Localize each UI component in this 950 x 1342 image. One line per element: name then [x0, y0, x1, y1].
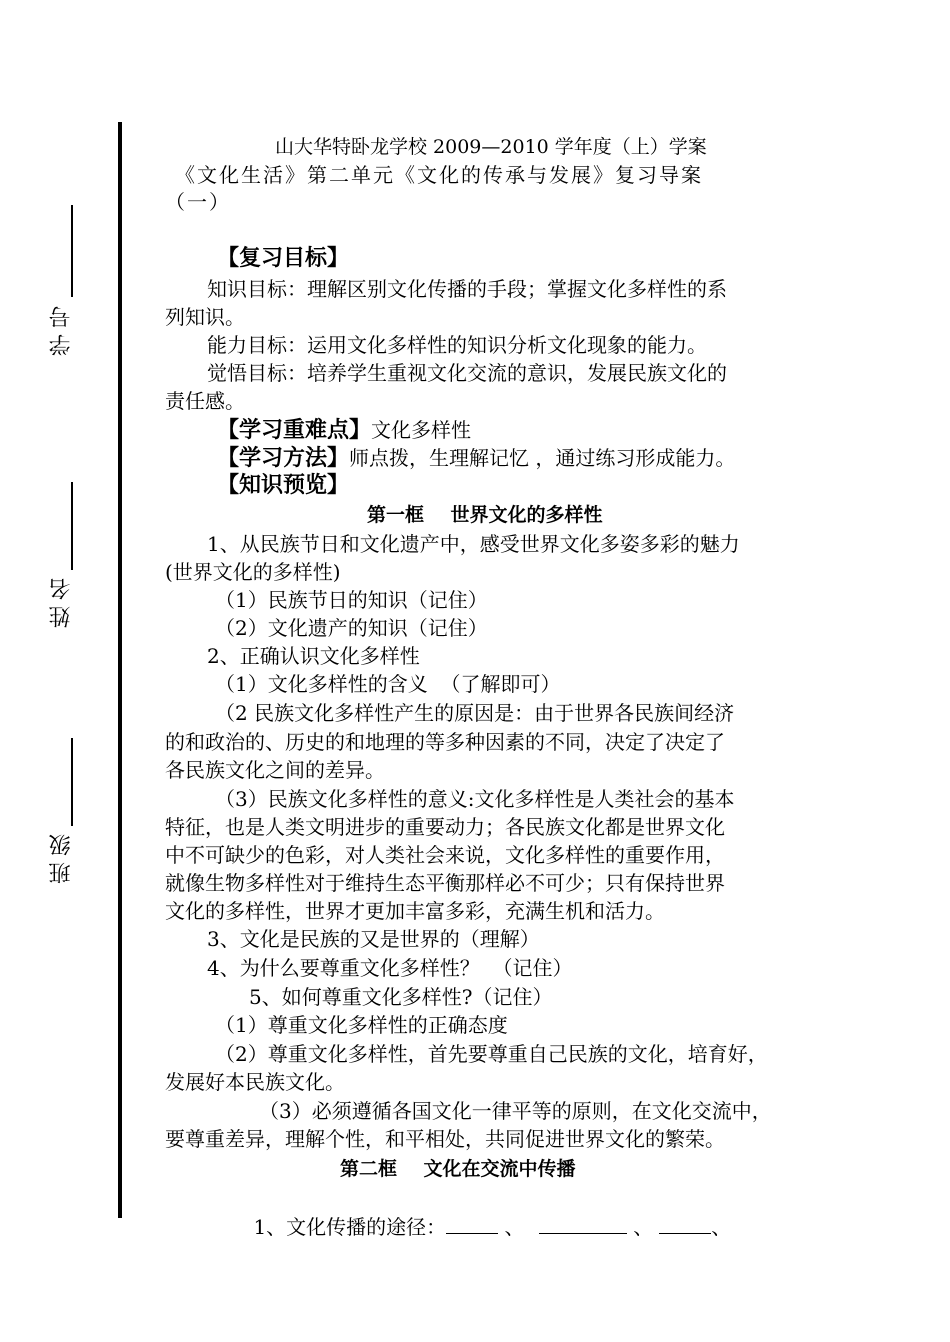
- frame1-line: 4、为什么要尊重文化多样性？ （记住）: [207, 956, 573, 980]
- frame1-line: 就像生物多样性对于维持生态平衡那样必不可少；只有保持世界: [165, 871, 725, 895]
- preview-heading: 【知识预览】: [217, 473, 350, 498]
- school-line: 山大华特卧龙学校 2009—2010 学年度（上）学案: [275, 136, 707, 158]
- document-title: 《文化生活》第二单元《文化的传承与发展》复习导案: [175, 163, 703, 187]
- student-id-field: [42, 300, 82, 356]
- transmission-routes-label: 1、文化传播的途径：: [253, 1215, 447, 1239]
- frame1-line: 文化的多样性，世界才更加丰富多彩，充满生机和活力。: [165, 899, 665, 923]
- separator: 、: [711, 1215, 732, 1239]
- awareness-objective: 觉悟目标：培养学生重视文化交流的意识，发展民族文化的: [207, 361, 727, 385]
- separator: 、: [498, 1215, 531, 1239]
- frame1-line: 5、如何尊重文化多样性?（记住）: [249, 985, 553, 1009]
- key-points-text: 文化多样性: [371, 418, 472, 442]
- frame1-line: 中不可缺少的色彩，对人类社会来说，文化多样性的重要作用，: [165, 843, 725, 867]
- frame1-line: （3）民族文化多样性的意义:文化多样性是人类社会的基本: [215, 787, 735, 811]
- frame1-line: （2 民族文化多样性产生的原因是：由于世界各民族间经济: [215, 701, 735, 725]
- frame1-line: （3）必须遵循各国文化一律平等的原则，在文化交流中，: [259, 1099, 772, 1123]
- name-blank[interactable]: [71, 482, 73, 570]
- frame1-line: 1、从民族节日和文化遗产中，感受世界文化多姿多彩的魅力: [207, 532, 740, 556]
- binding-margin-line: [118, 122, 122, 1218]
- frame1-line: （1）民族节日的知识（记住）: [215, 588, 488, 612]
- frame1-line: （1）文化多样性的含义 （了解即可）: [215, 672, 561, 696]
- frame1-line: 的和政治的、历史的和地理的等多种因素的不同，决定了决定了: [165, 730, 725, 754]
- class-blank[interactable]: [71, 738, 73, 826]
- name-field: [42, 572, 82, 628]
- student-id-label: 学号: [49, 300, 74, 356]
- frame1-line: （1）尊重文化多样性的正确态度: [215, 1013, 508, 1037]
- study-method: [217, 444, 735, 473]
- answer-blank-1[interactable]: [446, 1215, 498, 1234]
- awareness-objective-continued: 责任感。: [165, 389, 245, 413]
- frame1-line: （2）尊重文化多样性，首先要尊重自己民族的文化，培育好，: [215, 1042, 768, 1066]
- frame1-line: 特征，也是人类文明进步的重要动力；各民族文化都是世界文化: [165, 815, 725, 839]
- frame1-line: (世界文化的多样性): [165, 560, 341, 584]
- ability-objective: 能力目标：运用文化多样性的知识分析文化现象的能力。: [207, 333, 707, 357]
- class-label: 班级: [49, 828, 74, 884]
- frame1-line: 各民族文化之间的差异。: [165, 758, 385, 782]
- knowledge-objective: 知识目标：理解区别文化传播的手段；掌握文化多样性的系: [207, 277, 727, 301]
- knowledge-objective-continued: 列知识。: [165, 305, 245, 329]
- separator: 、: [626, 1215, 654, 1239]
- frame1-line: 2、正确认识文化多样性: [207, 644, 420, 668]
- document-title-continued: （一）: [165, 190, 231, 214]
- frame1-line: 3、文化是民族的又是世界的（理解）: [207, 927, 540, 951]
- student-id-blank[interactable]: [71, 205, 73, 297]
- study-method-text: 师点拨，生理解记忆 ，通过练习形成能力。: [349, 446, 736, 470]
- frame1-title: 第一框 世界文化的多样性: [367, 504, 603, 526]
- frame1-line: （2）文化遗产的知识（记住）: [215, 616, 488, 640]
- objectives-heading: 【复习目标】: [217, 246, 350, 271]
- key-points-heading: 【学习重难点】: [217, 418, 372, 443]
- key-points: [217, 416, 471, 445]
- answer-blank-3[interactable]: [659, 1215, 711, 1234]
- frame2-line: [228, 1185, 731, 1269]
- study-method-heading: 【学习方法】: [217, 446, 350, 471]
- frame1-line: 发展好本民族文化。: [165, 1070, 345, 1094]
- answer-blank-2[interactable]: [539, 1215, 627, 1234]
- frame1-line: 要尊重差异，理解个性，和平相处，共同促进世界文化的繁荣。: [165, 1127, 725, 1151]
- name-label: 姓名: [49, 572, 74, 628]
- class-field: [42, 828, 82, 884]
- frame2-title: 第二框 文化在交流中传播: [340, 1158, 576, 1180]
